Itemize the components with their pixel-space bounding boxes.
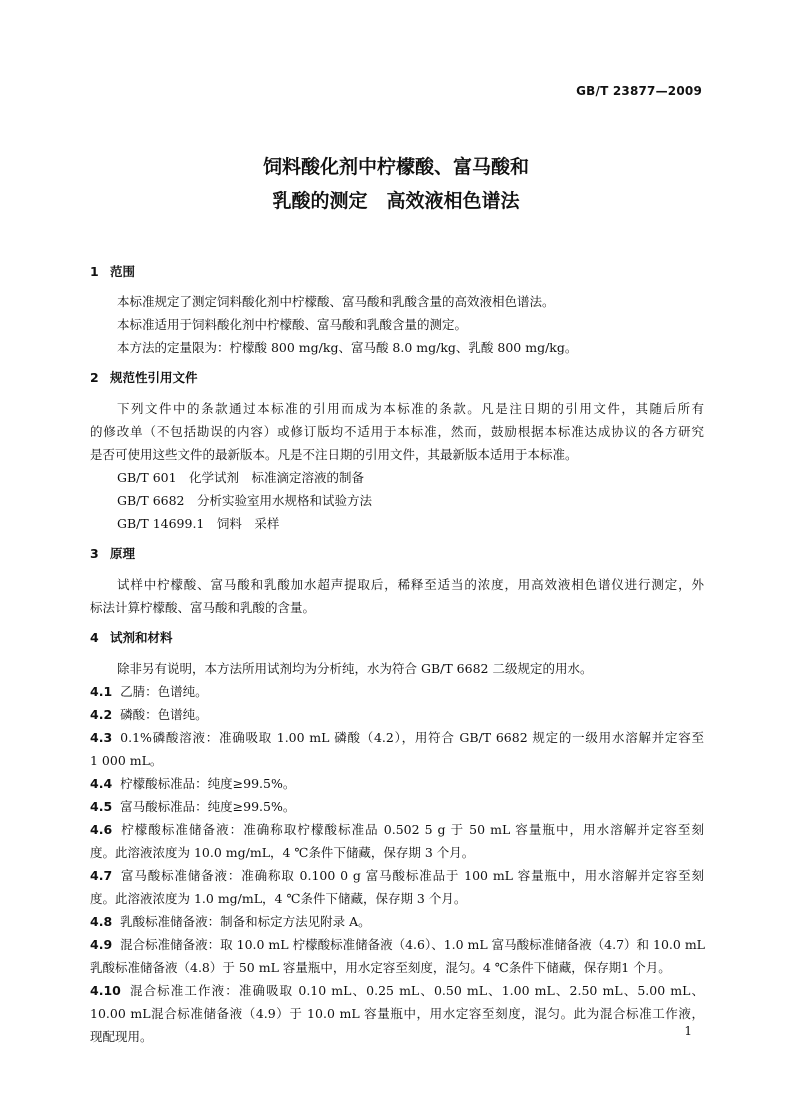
- item-text: 乙腈：色谱纯。: [120, 684, 208, 699]
- section-3-heading: [90, 544, 135, 562]
- section-title: 范围: [110, 264, 136, 279]
- item-text: 0.1%磷酸溶液：准确吸取 1.00 mL 磷酸（4.2），用符合 GB/T 6682 规定的一级用水溶解并定容至: [120, 730, 704, 745]
- list-item: [90, 912, 704, 930]
- item-text: 柠檬酸标准储备液：准确称取柠檬酸标准品 0.502 5 g 于 50 mL 容量瓶中，用水溶解并定容至刻: [120, 822, 704, 837]
- list-item: [90, 728, 704, 746]
- reference-item: GB/T 14699.1 饲料 采样: [117, 516, 280, 531]
- section-number: 2: [90, 370, 99, 385]
- section-number: 4: [90, 630, 99, 645]
- page-number: 1: [684, 1024, 692, 1038]
- item-number: 4.3: [90, 730, 113, 745]
- list-item: [90, 820, 704, 838]
- list-item: [90, 935, 704, 953]
- item-number: 4.10: [90, 983, 121, 998]
- list-item-continuation: 现配现用。: [90, 1029, 153, 1044]
- item-text: 乳酸标准储备液：制备和标定方法见附录 A。: [120, 914, 371, 929]
- item-number: 4.7: [90, 868, 113, 883]
- item-text: 柠檬酸标准品：纯度≥99.5%。: [120, 776, 296, 791]
- list-item-continuation: 度。此溶液浓度为 10.0 mg/mL，4 ℃条件下储藏，保存期 3 个月。: [90, 845, 475, 860]
- item-text: 磷酸：色谱纯。: [120, 707, 208, 722]
- item-number: 4.8: [90, 914, 113, 929]
- list-item: [90, 774, 704, 792]
- list-item: [90, 981, 704, 999]
- section-number: 3: [90, 546, 99, 561]
- paragraph-line: 下列文件中的条款通过本标准的引用而成为本标准的条款。凡是注日期的引用文件，其随后所有: [117, 401, 704, 416]
- list-item: [90, 682, 704, 700]
- reference-item: GB/T 6682 分析实验室用水规格和试验方法: [117, 493, 373, 508]
- reference-item: GB/T 601 化学试剂 标准滴定溶液的制备: [117, 470, 365, 485]
- section-title: 试剂和材料: [110, 630, 173, 645]
- item-number: 4.9: [90, 937, 113, 952]
- item-number: 4.5: [90, 799, 113, 814]
- section-number: 1: [90, 264, 99, 279]
- list-item-continuation: 1 000 mL。: [90, 753, 163, 768]
- paragraph-line: 除非另有说明，本方法所用试剂均为分析纯，水为符合 GB/T 6682 二级规定的用水。: [117, 661, 593, 676]
- paragraph-line: 本标准适用于饲料酸化剂中柠檬酸、富马酸和乳酸含量的测定。: [117, 317, 468, 332]
- list-item-continuation: 度。此溶液浓度为 1.0 mg/mL，4 ℃条件下储藏，保存期 3 个月。: [90, 891, 467, 906]
- item-number: 4.2: [90, 707, 113, 722]
- list-item-continuation: 10.00 mL混合标准储备液（4.9）于 10.0 mL 容量瓶中，用水定容至刻度，混匀。此为混合标准工作液，: [90, 1006, 704, 1021]
- paragraph-line: 本方法的定量限为：柠檬酸 800 mg/kg、富马酸 8.0 mg/kg、乳酸 800 mg/kg。: [117, 340, 578, 355]
- item-text: 混合标准储备液：取 10.0 mL 柠檬酸标准储备液（4.6）、1.0 mL 富马酸标准储备液（4.7）和 10.0 mL: [120, 937, 705, 952]
- paragraph-line: 本标准规定了测定饲料酸化剂中柠檬酸、富马酸和乳酸含量的高效液相色谱法。: [117, 294, 555, 309]
- item-number: 4.6: [90, 822, 113, 837]
- paragraph-line: 的修改单（不包括勘误的内容）或修订版均不适用于本标准，然而，鼓励根据本标准达成协议的各方研究: [90, 424, 704, 439]
- paragraph-line: 试样中柠檬酸、富马酸和乳酸加水超声提取后，稀释至适当的浓度，用高效液相色谱仪进行测定，外: [117, 577, 704, 592]
- list-item: [90, 705, 704, 723]
- item-text: 富马酸标准品：纯度≥99.5%。: [120, 799, 296, 814]
- paragraph-line: 标法计算柠檬酸、富马酸和乳酸的含量。: [90, 600, 316, 615]
- paragraph-line: 是否可使用这些文件的最新版本。凡是不注日期的引用文件，其最新版本适用于本标准。: [90, 447, 578, 462]
- section-4-heading: [90, 628, 173, 646]
- section-2-heading: [90, 368, 198, 386]
- section-title: 原理: [110, 546, 136, 561]
- document-title-line-2: 乳酸的测定 高效液相色谱法: [272, 190, 520, 212]
- section-1-heading: [90, 262, 135, 280]
- item-number: 4.4: [90, 776, 113, 791]
- list-item: [90, 866, 704, 884]
- list-item: [90, 797, 704, 815]
- standard-number: GB/T 23877—2009: [576, 84, 702, 98]
- item-text: 混合标准工作液：准确吸取 0.10 mL、0.25 mL、0.50 mL、1.00 mL、2.50 mL、5.00 mL、: [128, 983, 704, 998]
- item-text: 富马酸标准储备液：准确称取 0.100 0 g 富马酸标准品于 100 mL 容量瓶中，用水溶解并定容至刻: [120, 868, 704, 883]
- item-number: 4.1: [90, 684, 113, 699]
- section-title: 规范性引用文件: [110, 370, 198, 385]
- list-item-continuation: 乳酸标准储备液（4.8）于 50 mL 容量瓶中，用水定容至刻度，混匀。4 ℃条件下储藏，保存期1 个月。: [90, 960, 671, 975]
- document-title-line-1: 饲料酸化剂中柠檬酸、富马酸和: [262, 156, 529, 178]
